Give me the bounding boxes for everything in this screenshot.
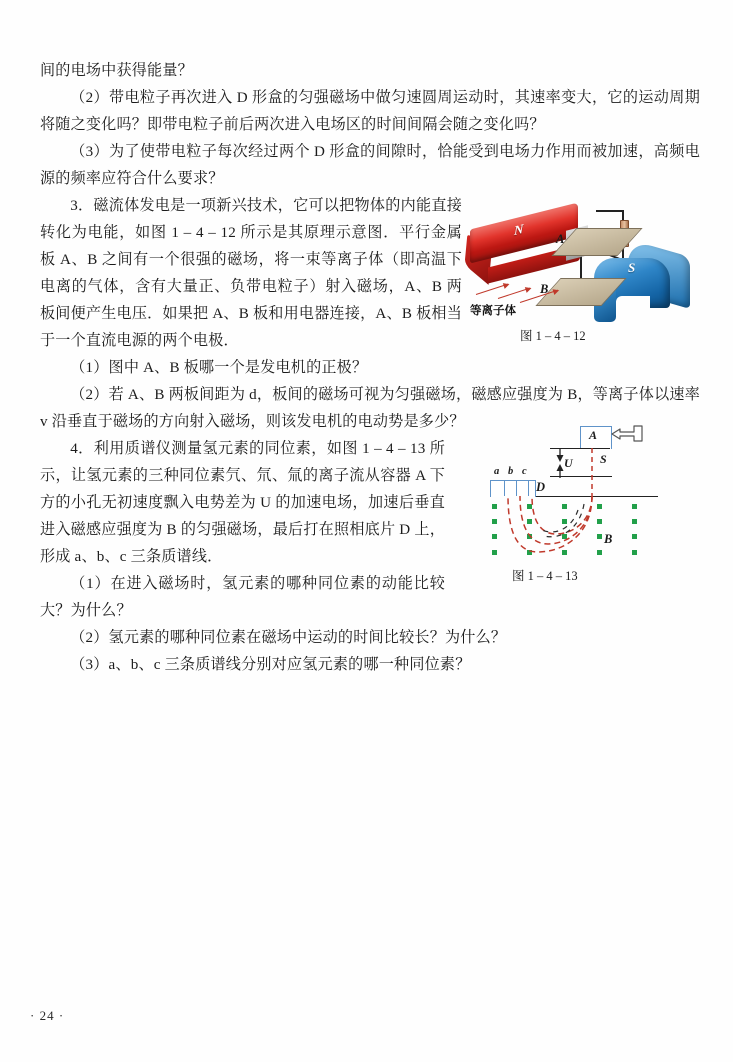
slit-label: S [600, 452, 607, 466]
paragraph-problem-4-q3: （3）a、b、c 三条质谱线分别对应氢元素的哪一种同位素？ [70, 657, 471, 673]
plasma-label: 等离子体 [470, 305, 516, 317]
figure-2-caption: 图 1 – 4 – 13 [512, 569, 578, 583]
ion-trajectory-paths [452, 424, 700, 564]
ion-source-label: A [589, 428, 598, 442]
north-pole-label: N [514, 220, 524, 239]
magnetic-field-label: B [604, 532, 613, 546]
paragraph-q2-cyclotron: （2）带电粒子再次进入 D 形盒的匀强磁场中做匀速圆周运动时，其速率变大，它的运动周期将随之变化吗？即带电粒子前后两次进入电场区的时间间隔会随之变化吗？ [40, 90, 700, 133]
photographic-plate-label: D [536, 480, 546, 494]
paragraph-q3-cyclotron: （3）为了使带电粒子每次经过两个 D 形盒的间隙时，恰能受到电场力作用而被加速，高频电源的频率应符合什么要求？ [40, 144, 700, 187]
plate-b-label: B [540, 282, 549, 296]
paragraph-continuation: 间的电场中获得能量？ [40, 63, 193, 79]
paragraph-problem-3-q2: （2）若 A、B 两板间距为 d，板间的磁场可视为匀强磁场，磁感应强度为 B，等离子体以速率 v 沿垂直于磁场的方向射入磁场，则该发电机的电动势是多少？ [40, 387, 700, 430]
spectral-line-label-a: a [494, 466, 500, 477]
plasma-arrow-2-icon [498, 288, 531, 299]
figure-mass-spectrometer [452, 424, 700, 564]
figure-1-caption: 图 1 – 4 – 12 [520, 329, 586, 343]
south-pole-label: S [628, 260, 636, 275]
plate-a-label: A [556, 232, 565, 246]
paragraph-problem-4-stem: 4．利用质谱仪测量氢元素的同位素，如图 1 – 4 – 13 所示，让氢元素的三种同位素氕、氘、氚的离子流从容器 A 下方的小孔无初速度飘入电势差为 U 的加速电场，加速后垂直进入磁感应强度为 B 的匀强磁场，最后打在照相底片 D 上，形成 a、b、c 三条质谱线． [40, 441, 445, 565]
spectral-line-label-b: b [508, 466, 514, 477]
page-number: · 24 · [30, 1008, 65, 1023]
paragraph-problem-4-q2: （2）氢元素的哪种同位素在磁场中运动的时间比较长？为什么？ [70, 630, 507, 646]
spectral-line-label-c: c [522, 466, 527, 477]
text-column [40, 58, 700, 679]
plasma-arrow-1-icon [476, 284, 509, 295]
wire-top [596, 210, 624, 212]
voltage-label: U [564, 456, 573, 470]
paragraph-problem-4-q1: （1）在进入磁场时，氢元素的哪种同位素的动能比较大？为什么？ [40, 576, 445, 619]
south-magnet-notch [616, 296, 650, 314]
paragraph-problem-3-q1: （1）图中 A、B 板哪一个是发电机的正极？ [70, 360, 368, 376]
paragraph-problem-3-stem: 3．磁流体发电是一项新兴技术，它可以把物体的内能直接转化为电能，如图 1 – 4 – 12 所示是其原理示意图．平行金属板 A、B 之间有一个很强的磁场，将一束等离子体（即高温下电离的气体，含有大量正、负带电粒子）射入磁场，A、B 两板间便产生电压．如果把 A、B 板和用电器连接，A、B 板相当于一个直流电源的两个电极． [40, 198, 462, 349]
